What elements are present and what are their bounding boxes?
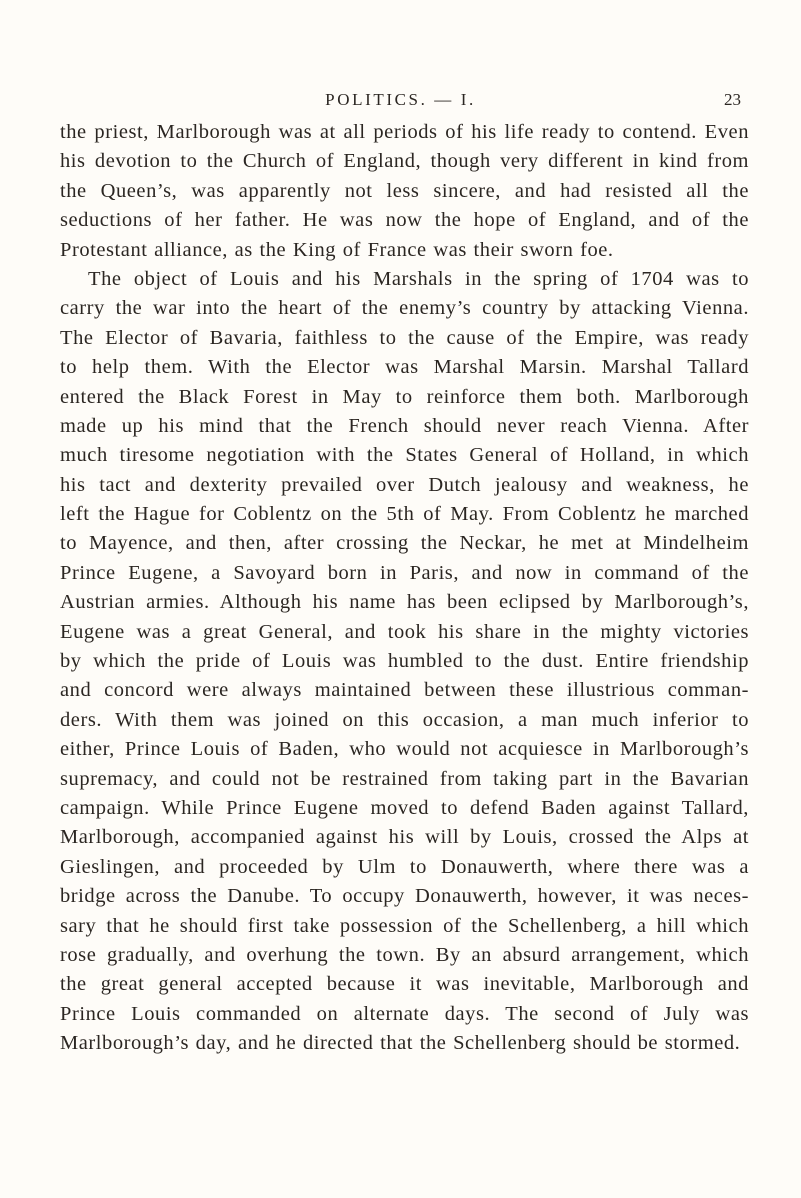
text-line: sary that he should first take possession of the Schellenberg, a hill which <box>60 914 749 937</box>
text-line: Prince Louis commanded on alternate days. The second of July was <box>60 1002 749 1025</box>
text-line: bridge across the Danube. To occupy Donauwerth, however, it was neces- <box>60 885 749 908</box>
text-line: carry the war into the heart of the enemy’s country by attacking Vienna. <box>60 297 749 320</box>
text-line: supremacy, and could not be restrained from taking part in the Bavarian <box>60 767 749 790</box>
text-line: made up his mind that the French should never reach Vienna. After <box>60 414 749 437</box>
text-line: and concord were always maintained between these illustrious comman- <box>60 679 749 702</box>
page-number: 23 <box>724 90 741 109</box>
text-line: Austrian armies. Although his name has been eclipsed by Marlborough’s, <box>60 591 749 614</box>
text-line: seductions of her father. He was now the hope of England, and of the <box>60 209 749 232</box>
text-line: The object of Louis and his Marshals in the spring of 1704 was to <box>88 267 749 290</box>
text-line: much tiresome negotiation with the States General of Holland, in which <box>60 444 749 467</box>
text-line: the priest, Marlborough was at all periods of his life ready to contend. Even <box>60 121 749 143</box>
text-line: his devotion to the Church of England, though very different in kind from <box>60 150 749 173</box>
text-line: campaign. While Prince Eugene moved to defend Baden against Tallard, <box>60 796 749 819</box>
text-line: entered the Black Forest in May to reinforce them both. Marlborough <box>60 385 749 408</box>
text-line: to help them. With the Elector was Marshal Marsin. Marshal Tallard <box>60 356 749 379</box>
running-head <box>0 87 801 113</box>
text-line: Marlborough’s day, and he directed that the Schellenberg should be stormed. <box>60 1032 741 1055</box>
text-line: his tact and dexterity prevailed over Dutch jealousy and weakness, he <box>60 473 749 496</box>
text-line: rose gradually, and overhung the town. By an absurd arrangement, which <box>60 943 749 966</box>
text-line: by which the pride of Louis was humbled to the dust. Entire friendship <box>60 650 749 673</box>
body-text <box>60 118 749 1059</box>
text-line: ders. With them was joined on this occasion, a man much inferior to <box>60 708 749 731</box>
text-line: left the Hague for Coblentz on the 5th of May. From Coblentz he marched <box>60 503 749 526</box>
text-line: to Mayence, and then, after crossing the Neckar, he met at Mindelheim <box>60 532 749 555</box>
text-line: Marlborough, accompanied against his will by Louis, crossed the Alps at <box>60 826 749 849</box>
text-line: the great general accepted because it was inevitable, Marlborough and <box>60 973 749 996</box>
text-line: the Queen’s, was apparently not less sincere, and had resisted all the <box>60 179 749 202</box>
text-line: Protestant alliance, as the King of France was their sworn foe. <box>60 238 614 261</box>
running-title: POLITICS. — I. <box>325 90 476 109</box>
text-line: Gieslingen, and proceeded by Ulm to Donauwerth, where there was a <box>60 855 749 878</box>
text-line: Prince Eugene, a Savoyard born in Paris, and now in command of the <box>60 561 749 584</box>
text-line: Eugene was a great General, and took his share in the mighty victories <box>60 620 749 643</box>
text-line: The Elector of Bavaria, faithless to the cause of the Empire, was ready <box>60 326 749 349</box>
text-line: either, Prince Louis of Baden, who would not acquiesce in Marlborough’s <box>60 738 749 761</box>
